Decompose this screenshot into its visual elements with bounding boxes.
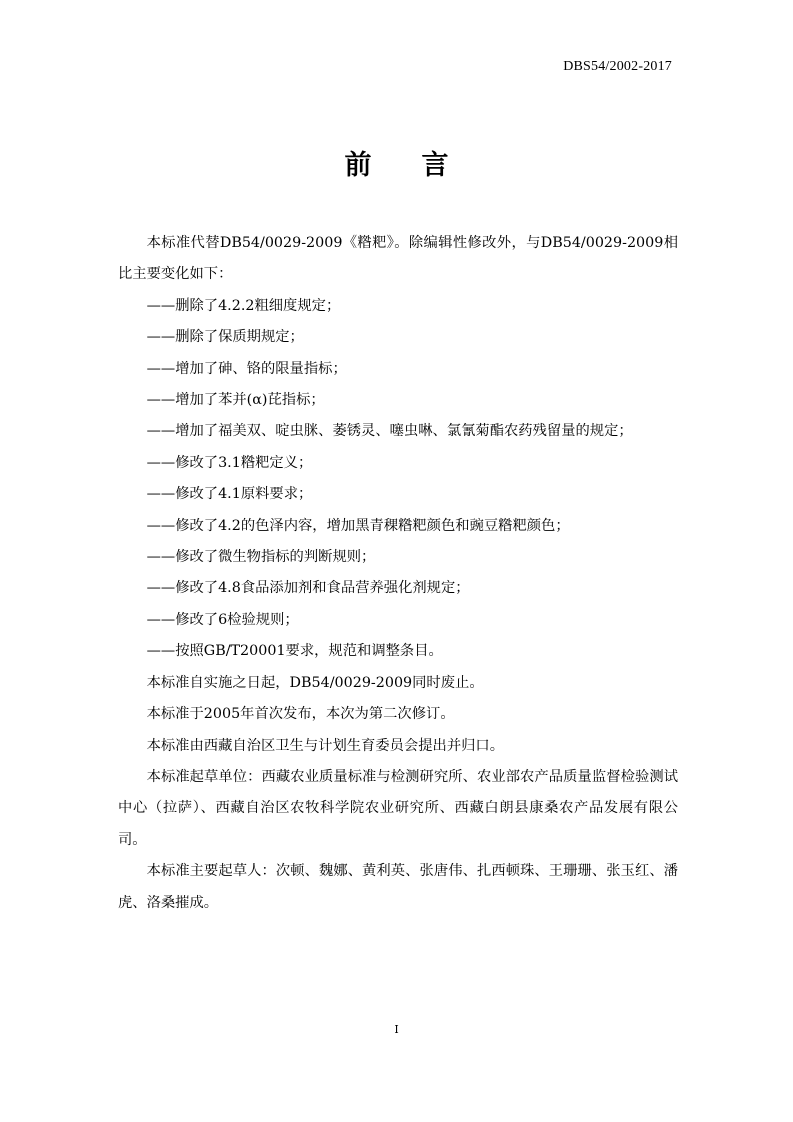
proposer-paragraph: 本标准由西藏自治区卫生与计划生育委员会提出并归口。 bbox=[146, 737, 505, 754]
change-item: ——增加了砷、铬的限量指标； bbox=[146, 360, 347, 377]
abolish-paragraph: 本标准自实施之日起，DB54/0029-2009同时废止。 bbox=[146, 674, 484, 691]
change-item: ——按照GB/T20001要求，规范和调整条目。 bbox=[146, 643, 443, 660]
page-number: I bbox=[394, 1023, 399, 1036]
document-code: DBS54/2002-2017 bbox=[563, 59, 672, 74]
history-paragraph: 本标准于2005年首次发布，本次为第二次修订。 bbox=[146, 706, 455, 723]
change-item: ——增加了苯并(α)芘指标； bbox=[146, 392, 325, 409]
intro-paragraph: 本标准代替DB54/0029-2009《糌粑》。除编辑性修改外，与DB54/0029-2009相比主要变化如下： bbox=[118, 235, 678, 283]
change-item: ——修改了微生物指标的判断规则； bbox=[146, 549, 376, 566]
change-item: ——修改了3.1糌粑定义； bbox=[146, 454, 313, 471]
page-title bbox=[0, 143, 793, 182]
foreword-body bbox=[118, 228, 678, 919]
drafters-paragraph: 本标准主要起草人：次顿、魏娜、黄利英、张唐伟、扎西顿珠、王珊珊、张玉红、潘虎、洛桑摧成。 bbox=[118, 863, 678, 911]
change-item: ——修改了4.2的色泽内容，增加黑青稞糌粑颜色和豌豆糌粑颜色； bbox=[146, 517, 570, 534]
change-item: ——修改了4.8食品添加剂和食品营养强化剂规定； bbox=[146, 580, 470, 597]
drafting-units-paragraph: 本标准起草单位：西藏农业质量标准与检测研究所、农业部农产品质量监督检验测试中心（拉萨）、西藏自治区农牧科学院农业研究所、西藏白朗县康桑农产品发展有限公司。 bbox=[118, 768, 678, 848]
title-char-1: 前 bbox=[344, 150, 372, 181]
change-item: ——修改了4.1原料要求； bbox=[146, 486, 313, 503]
change-item: ——删除了4.2.2粗细度规定； bbox=[146, 297, 341, 314]
change-item: ——删除了保质期规定； bbox=[146, 329, 304, 346]
change-item: ——修改了6检验规则； bbox=[146, 611, 299, 628]
title-char-2: 言 bbox=[421, 150, 449, 181]
change-item: ——增加了福美双、啶虫脒、萎锈灵、噻虫啉、氯氰菊酯农药残留量的规定； bbox=[146, 423, 633, 440]
